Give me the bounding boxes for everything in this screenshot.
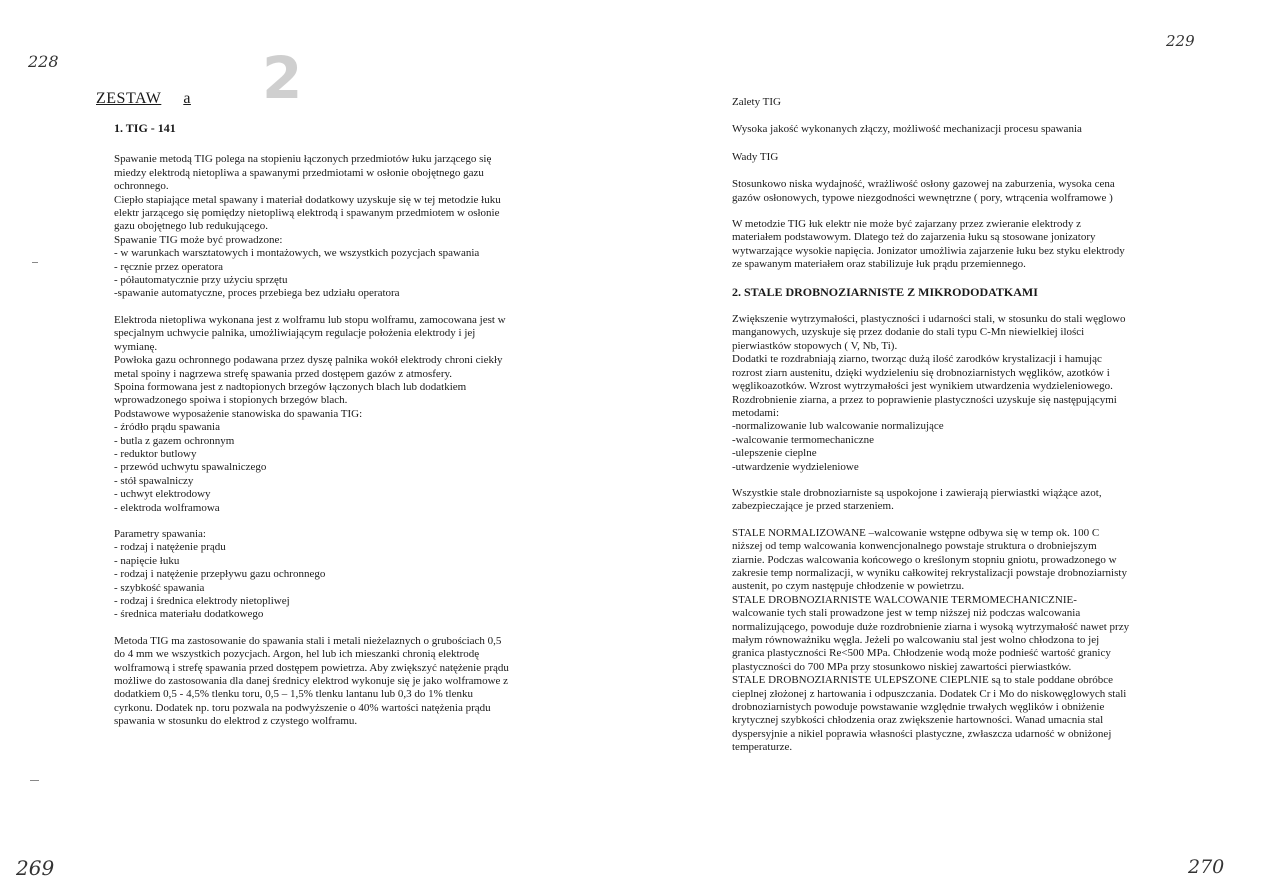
text-line: cieplnej złożonej z hartowania i odpuszczania. Dodatek Cr i Mo do niskowęglowych stali xyxy=(732,687,1127,700)
text-line: walcowanie tych stali prowadzone jest w temp niższej niż podczas walcowania xyxy=(732,607,1081,620)
text-line: - ręcznie przez operatora xyxy=(114,260,224,273)
paragraph xyxy=(732,96,1172,109)
page-number-top-right: 229 xyxy=(1166,32,1195,50)
text-line: Wszystkie stale drobnoziarniste są uspokojone i zawierają pierwiastki wiążące azot, xyxy=(732,486,1102,499)
paragraph xyxy=(114,528,554,622)
text-line: manganowych, uzyskuje się przez dodanie do stali typu C-Mn niewielkiej ilości xyxy=(732,326,1085,339)
page-number-top-left: 228 xyxy=(28,52,59,71)
text-line: austenit, po czym następuje chłodzenie w powietrzu. xyxy=(732,580,965,593)
text-line: - butla z gazem ochronnym xyxy=(114,434,235,447)
text-line: - przewód uchwytu spawalniczego xyxy=(114,461,267,474)
text-line: Spawanie TIG może być prowadzone: xyxy=(114,233,283,246)
paragraph xyxy=(732,487,1172,514)
text-line: materiałem podstawowym. Dlatego też do zajarzenia łuku są stosowane jonizatory xyxy=(732,231,1096,244)
text-line: zabezpieczające je przed starzeniem. xyxy=(732,500,894,513)
text-line: możliwe do zastosowania dla danej średnicy elektrod wykonuje się je jako wolframowe z xyxy=(114,675,509,688)
text-line: niższej od temp walcowania konwencjonalnego powstaje struktura o drobniejszym xyxy=(732,540,1097,553)
text-line: -normalizowanie lub walcowanie normalizujące xyxy=(732,420,944,433)
text-line: - szybkość spawania xyxy=(114,581,205,594)
text-line: metodami: xyxy=(732,406,780,419)
paragraph xyxy=(732,178,1172,205)
text-line: STALE DROBNOZIARNISTE ULEPSZONE CIEPLNIE są to stale poddane obróbce xyxy=(732,674,1114,687)
page-number-bottom-left: 269 xyxy=(16,856,55,880)
faded-stamp: 2 xyxy=(262,44,309,112)
text-line: - rodzaj i natężenie przepływu gazu ochronnego xyxy=(114,568,326,581)
paragraph xyxy=(114,153,554,300)
text-line: Wysoka jakość wykonanych złączy, możliwość mechanizacji procesu spawania xyxy=(732,123,1082,136)
text-line: - uchwyt elektrodowy xyxy=(114,488,211,501)
text-line: Metoda TIG ma zastosowanie do spawania stali i metali nieżelaznych o grubościach 0,5 xyxy=(114,634,502,647)
text-line: drobnoziarnistych powoduje powstawanie względnie trwałych węglików i obniżenie xyxy=(732,701,1105,714)
text-line: Stosunkowo niska wydajność, wrażliwość osłony gazowej na zaburzenia, wysoka cena xyxy=(732,178,1115,191)
text-line: wprowadzonego spoiwa i stopionych brzegów blach. xyxy=(114,394,348,407)
text-line: małym równoważniku węgla. Jeżeli po walcowaniu stal jest wolno chłodzona to jej xyxy=(732,634,1100,646)
text-line: wolframową i strefę spawania przed dostępem powietrza. Aby zwiększyć natężenie prądu xyxy=(114,661,509,674)
text-line: - rodzaj i natężenie prądu xyxy=(114,541,226,554)
text-line: Zalety TIG xyxy=(732,96,781,108)
right-column xyxy=(732,96,1172,768)
text-line: elektr jarzącego się pomiędzy nietopliwą elektrodą i spawanym przedmiotem w osłonie xyxy=(114,207,500,220)
section-heading-tig: 1. TIG - 141 xyxy=(114,121,176,135)
text-line: Spawanie metodą TIG polega na stopieniu łączonych przedmiotów łuku jarzącego się xyxy=(114,153,492,166)
title-text: ZESTAW xyxy=(96,90,162,107)
text-line: - półautomatycznie przy użyciu sprzętu xyxy=(114,274,288,287)
text-line: - stół spawalniczy xyxy=(114,474,194,487)
scan-mark xyxy=(30,780,39,781)
text-line: Podstawowe wyposażenie stanowiska do spawania TIG: xyxy=(114,407,363,420)
title-suffix: a xyxy=(183,90,191,107)
text-line: ziarnie. Podczas walcowania końcowego o kreślonym stopniu gniotu, prowadzonego w xyxy=(732,553,1117,566)
text-line: wymianę. xyxy=(114,340,158,353)
text-line: pierwiastków stopowych ( V, Nb, Ti). xyxy=(732,339,898,352)
text-line: -spawanie automatyczne, proces przebiega bez udziału operatora xyxy=(114,287,400,300)
text-line: Zwiększenie wytrzymałości, plastyczności i udarności stali, w stosunku do stali węglowo xyxy=(732,313,1126,326)
text-line: dyspersyjnie a nikiel poprawia własności plastyczne, zwłaszcza udarność w obniżonej xyxy=(732,727,1112,740)
paragraph xyxy=(732,151,1172,164)
text-line: - elektroda wolframowa xyxy=(114,501,220,514)
text-line: ze spawanym materiałem oraz stabilizuje łuk prądu przemiennego. xyxy=(732,258,1026,271)
text-line: -walcowanie termomechaniczne xyxy=(732,433,875,446)
text-line: -utwardzenie wydzieleniowe xyxy=(732,460,859,473)
text-line: granica plastyczności Re<500 MPa. Chłodzenie wodą może podnieść wartość granicy xyxy=(732,647,1111,660)
text-line: rozrost ziarn austenitu, dzięki wydzieleniu się drobnoziarnistych węglików, azotków i xyxy=(732,366,1110,379)
text-line: Powłoka gazu ochronnego podawana przez dyszę palnika wokół elektrody chroni ciekły xyxy=(114,354,503,367)
text-line: węglikoazotków. Wzrost wytrzymałości jest wynikiem utwardzenia wydzieleniowego. xyxy=(732,380,1113,393)
text-line: gazu obojętnego lub redukującego. xyxy=(114,220,268,233)
paragraph xyxy=(732,527,1172,755)
text-line: temperaturze. xyxy=(732,741,793,754)
text-line: dodatkiem 0,5 - 4,5% tlenku toru, 0,5 – 1,5% tlenku lantanu lub 0,3 do 1% tlenku xyxy=(114,688,473,701)
section-heading-steels: 2. STALE DROBNOZIARNISTE Z MIKRODODATKAMI xyxy=(732,284,1038,299)
text-line: plastyczności do 700 MPa przy stosunkowo niskiej zawartości pierwiastków. xyxy=(732,660,1072,673)
text-line: Spoina formowana jest z nadtopionych brzegów łączonych blach lub dodatkiem xyxy=(114,380,467,393)
scan-mark xyxy=(32,262,38,263)
text-line: Parametry spawania: xyxy=(114,527,206,540)
text-line: Elektroda nietopliwa wykonana jest z wolframu lub stopu wolframu, zamocowana jest w xyxy=(114,313,506,326)
paragraph xyxy=(114,314,554,515)
page-title xyxy=(96,90,191,108)
text-line: - napięcie łuku xyxy=(114,554,180,567)
text-line: krytycznej szybkości chłodzenia oraz zwiększenie hartowności. Wanad umacnia stal xyxy=(732,714,1104,727)
text-line: zakresie temp normalizacji, w wyniku całkowitej rekrystalizacji powstaje drobnoziarnisty xyxy=(732,566,1127,579)
text-line: - średnica materiału dodatkowego xyxy=(114,608,264,621)
text-line: ochronnego. xyxy=(114,180,169,193)
page-number-bottom-right: 270 xyxy=(1188,856,1225,878)
text-line: normalizującego, powoduje duże rozdrobnienie ziarna i wysoką wytrzymałość nawet przy xyxy=(732,620,1130,633)
text-line: Rozdrobnienie ziarna, a przez to poprawienie plastyczności uzyskuje się następującymi xyxy=(732,393,1117,406)
text-line: Wady TIG xyxy=(732,150,779,163)
paragraph xyxy=(732,313,1172,474)
text-line: specjalnym uchwycie palnika, umożliwiającym regulacje położenia elektrody i jej xyxy=(114,327,476,340)
text-line: Ciepło stapiające metal spawany i materiał dodatkowy uzyskuje się w tej metodzie łuku xyxy=(114,193,501,206)
text-line: - reduktor butlowy xyxy=(114,447,197,460)
paragraph xyxy=(732,218,1172,272)
text-line: wytwarzające wysokie napięcia. Jonizator umożliwia zajarzenie łuku bez styku elektrody xyxy=(732,244,1125,257)
text-line: STALE DROBNOZIARNISTE WALCOWANIE TERMOMECHANICZNIE- xyxy=(732,593,1077,606)
paragraph xyxy=(114,635,554,729)
text-line: spawania w stosunku do elektrod z czystego wolframu. xyxy=(114,715,358,728)
text-line: miedzy elektrodą nietopliwa a spawanymi przedmiotami w osłonie obojętnego gazu xyxy=(114,166,484,179)
text-line: metal spoiny i nagrzewa strefę spawania przed dostępem gazów z atmosfery. xyxy=(114,367,453,380)
text-line: do 4 mm we wszystkich pozycjach. Argon, hel lub ich mieszanki chronią elektrodę xyxy=(114,648,480,661)
text-line: cyrkonu. Dodatek np. toru pozwala na podwyższenie o 40% wartości natężenia prądu xyxy=(114,701,491,714)
text-line: gazów osłonowych, typowe niezgodności wewnętrzne ( pory, wtrącenia wolframowe ) xyxy=(732,191,1113,204)
text-line: - w warunkach warsztatowych i montażowych, we wszystkich pozycjach spawania xyxy=(114,247,480,260)
paragraph xyxy=(732,123,1172,136)
text-line: STALE NORMALIZOWANE –walcowanie wstępne odbywa się w temp ok. 100 C xyxy=(732,526,1100,539)
text-line: W metodzie TIG łuk elektr nie może być zajarzany przez zwieranie elektrody z xyxy=(732,218,1081,231)
text-line: -ulepszenie cieplne xyxy=(732,447,817,460)
text-line: - źródło prądu spawania xyxy=(114,421,220,434)
text-line: Dodatki te rozdrabniają ziarno, tworząc dużą ilość zarodków krystalizacji i hamując xyxy=(732,353,1102,366)
text-line: - rodzaj i średnica elektrody nietopliwej xyxy=(114,595,290,607)
left-column xyxy=(114,122,554,742)
